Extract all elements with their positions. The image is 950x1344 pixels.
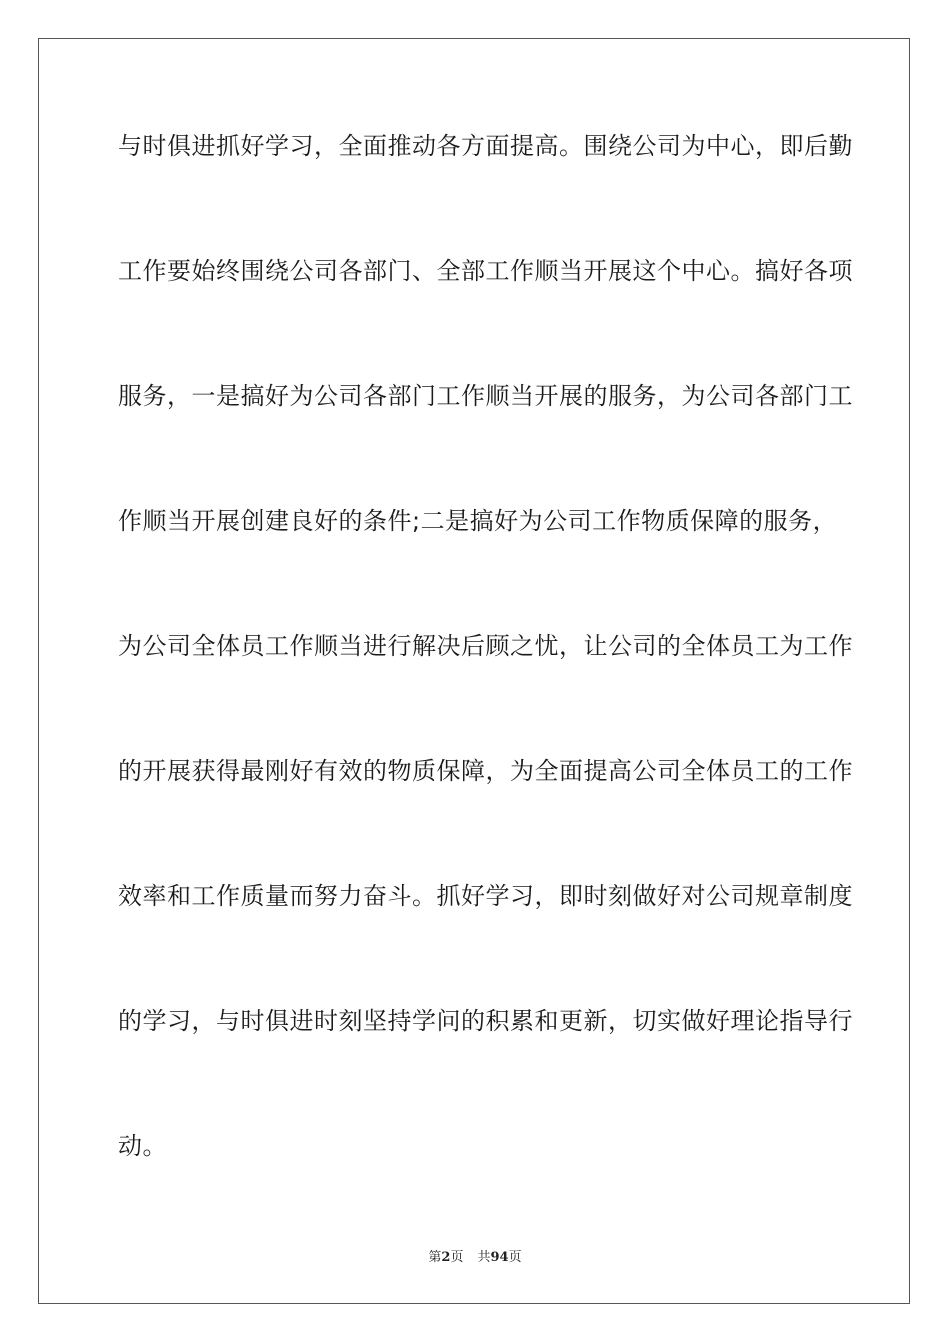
text-line-7: 效率和工作质量而努力奋斗。抓好学习，即时刻做好对公司规章制度 (118, 882, 853, 910)
total-label-prefix: 共 (477, 1250, 491, 1265)
text-line-5: 为公司全体员工作顺当进行解决后顾之忧，让公司的全体员工为工作 (118, 632, 853, 660)
text-line-6: 的开展获得最刚好有效的物质保障，为全面提高公司全体员工的工作 (118, 757, 853, 785)
text-line-8: 的学习，与时俱进时刻坚持学问的积累和更新，切实做好理论指导行 (118, 1007, 853, 1035)
page-label-suffix: 页 (450, 1250, 464, 1265)
text-line-9: 动。 (118, 1132, 167, 1160)
text-line-2: 工作要始终围绕公司各部门、全部工作顺当开展这个中心。搞好各项 (118, 257, 853, 285)
text-line-4: 作顺当开展创建良好的条件;二是搞好为公司工作物质保障的服务， (118, 507, 838, 535)
page-label-prefix: 第 (428, 1250, 442, 1265)
document-body (118, 126, 853, 1251)
total-pages: 94 (490, 1250, 509, 1265)
text-line-1: 与时俱进抓好学习，全面推动各方面提高。围绕公司为中心，即后勤 (118, 132, 853, 160)
text-line-3: 服务，一是搞好为公司各部门工作顺当开展的服务，为公司各部门工 (118, 382, 853, 410)
total-label-suffix: 页 (508, 1250, 522, 1265)
page-number: 2 (441, 1250, 451, 1265)
page-footer (0, 1246, 950, 1265)
